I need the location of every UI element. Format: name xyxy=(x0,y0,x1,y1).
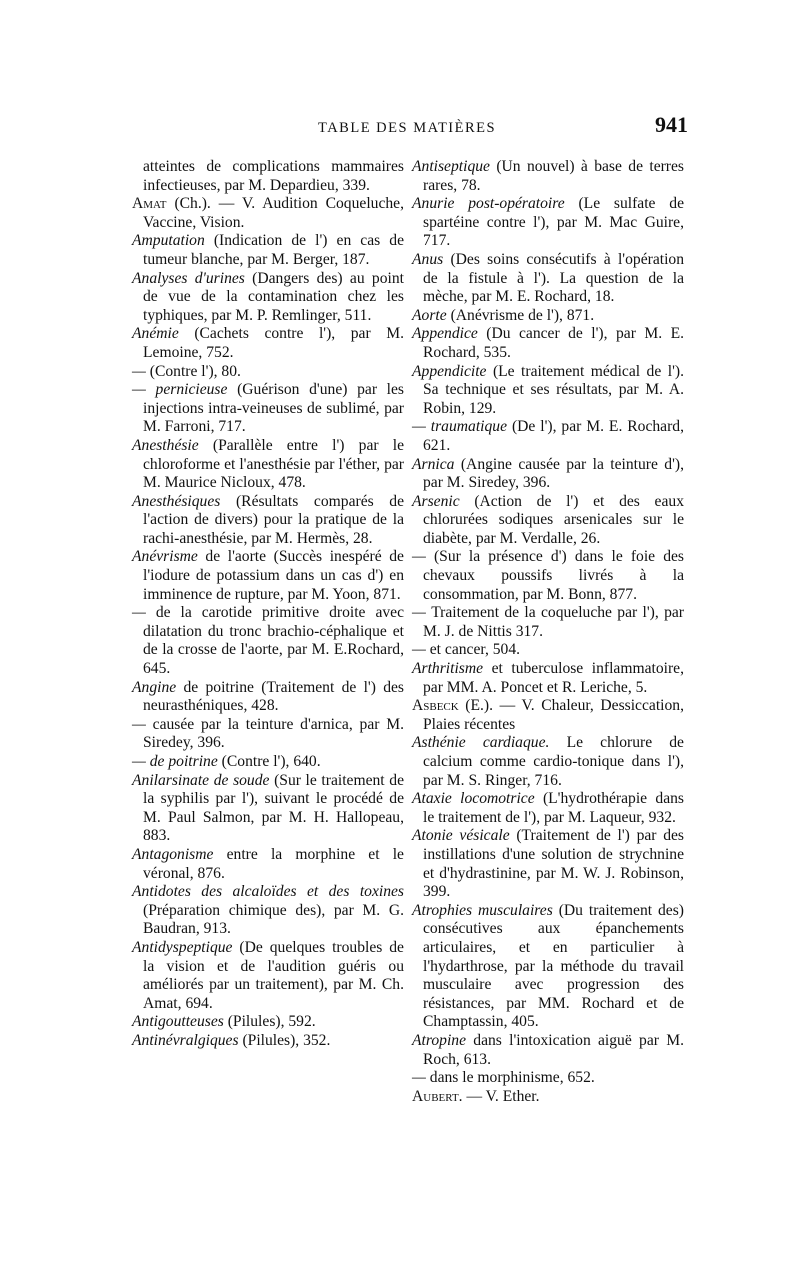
entry-heading: Anurie post-opératoire xyxy=(412,195,565,213)
index-entry xyxy=(412,902,684,1032)
index-entry xyxy=(412,251,684,307)
entry-heading: Atonie vésicale xyxy=(412,827,510,845)
entry-heading: Antigoutteuses xyxy=(132,1013,224,1031)
index-entry xyxy=(132,437,404,493)
index-entry xyxy=(412,548,684,604)
entry-heading: Arnica xyxy=(412,455,455,473)
entry-heading: Anesthésie xyxy=(132,436,199,454)
entry-heading: — xyxy=(132,362,150,380)
entry-text: Traitement de la coqueluche par l'), par M. J. de Nittis 317. xyxy=(423,604,684,640)
entry-heading: Asbeck xyxy=(412,697,459,715)
index-entry xyxy=(412,493,684,549)
entry-heading: Antagonisme xyxy=(132,845,214,863)
index-entry xyxy=(132,493,404,549)
index-entry xyxy=(132,325,404,362)
entry-text: (Préparation chimique des), par M. G. Baudran, 913. xyxy=(143,901,404,938)
index-entry xyxy=(132,716,404,753)
entry-heading: Anémie xyxy=(132,325,179,343)
index-entry xyxy=(132,846,404,883)
entry-text: et tuberculose inflammatoire, par MM. A. Poncet et R. Leriche, 5. xyxy=(423,660,684,696)
index-entry xyxy=(132,772,404,846)
entry-text: (Pilules), 352. xyxy=(242,1031,331,1049)
entry-text: (Traitement de l') par des instillations d'une solution de strychnine et d'hydrastinine, par M. W. J. Robinson, 399. xyxy=(423,827,684,901)
index-column-right xyxy=(412,158,684,1106)
entry-text: (L'hydrothérapie dans le traitement de l'), par M. Laqueur, 932. xyxy=(423,790,684,826)
entry-text: (Sur la présence d') dans le foie des chevaux poussifs livrés à la consommation, par M. Bonn, 877. xyxy=(423,548,684,603)
index-entry xyxy=(412,325,684,362)
entry-heading: Angine xyxy=(132,678,177,696)
entry-text: (Angine causée par la teinture d'), par M. Siredey, 396. xyxy=(423,455,684,492)
index-entry xyxy=(412,158,684,195)
entry-text: de l'aorte (Succès inespéré de l'iodure de potassium dans un cas d') en imminence de rupture, par M. Yoon, 871. xyxy=(143,548,404,603)
entry-text: (De quelques troubles de la vision et de l'audition guéris ou améliorés par un traitement), par M. Ch. Amat, 694. xyxy=(143,938,404,1012)
entry-heading: Anévrisme xyxy=(132,548,198,566)
entry-text: (Indication de l') en cas de tumeur blanche, par M. Berger, 187. xyxy=(143,232,404,268)
index-entry xyxy=(132,363,404,382)
index-column-left xyxy=(132,158,404,1051)
index-entry xyxy=(412,195,684,251)
entry-text: (Le sulfate de spartéine contre l'), par M. Mac Guire, 717. xyxy=(423,195,684,250)
entry-text: (Pilules), 592. xyxy=(227,1013,316,1031)
index-entry xyxy=(132,604,404,678)
entry-text: (Parallèle entre l') par le chloroforme et l'anesthésie par l'éther, par M. Maurice Nicloux, 478. xyxy=(143,436,404,492)
entry-heading: Aorte xyxy=(412,306,447,324)
entry-heading: — traumatique xyxy=(412,418,508,436)
entry-text: (E.). — V. Chaleur, Dessiccation, Plaies récentes xyxy=(423,697,684,733)
entry-text: (Du cancer de l'), par M. E. Rochard, 535. xyxy=(423,325,684,361)
index-entry xyxy=(412,660,684,697)
entry-text: (Le traitement médical de l'). Sa technique et ses résultats, par M. A. Robin, 129. xyxy=(423,362,684,417)
index-entry xyxy=(412,790,684,827)
index-entry xyxy=(132,232,404,269)
index-entry xyxy=(412,604,684,641)
entry-heading: Analyses d'urines xyxy=(132,269,245,287)
entry-text: (Ch.). — V. Audition Coqueluche, Vaccine, Vision. xyxy=(143,195,404,231)
entry-text: (Résultats comparés de l'action de divers) pour la pratique de la rachi-anesthésie, par M. Hermès, 28. xyxy=(143,492,404,547)
index-entry xyxy=(132,1013,404,1032)
entry-heading: Asthénie cardiaque. xyxy=(412,734,550,752)
entry-heading: Amputation xyxy=(132,232,205,250)
index-entry xyxy=(132,158,404,195)
entry-text: (Guérison d'une) par les injections intra-veineuses de sublimé, par M. Farroni, 717. xyxy=(143,381,404,436)
entry-text: Le chlorure de calcium comme cardio-tonique dans l'), par M. S. Ringer, 716. xyxy=(423,734,684,789)
page-number: 941 xyxy=(655,112,688,137)
entry-heading: Arthritisme xyxy=(412,660,484,678)
entry-heading: Appendice xyxy=(412,325,478,343)
index-entry xyxy=(132,270,404,326)
running-header xyxy=(128,112,688,142)
index-entry xyxy=(412,363,684,419)
entry-text: (Action de l') et des eaux chlorurées sodiques arsenicales sur le diabète, par M. Verdalle, 26. xyxy=(423,492,684,547)
entry-heading: — xyxy=(412,548,434,566)
entry-text: (De l'), par M. E. Rochard, 621. xyxy=(423,418,684,454)
index-entry xyxy=(132,195,404,232)
entry-heading: Ataxie locomotrice xyxy=(412,790,535,808)
entry-text: et cancer, 504. xyxy=(429,641,521,659)
entry-text: (Sur le traitement de la syphilis par l'), suivant le procédé de M. Paul Salmon, par M. H. Hallopeau, 883. xyxy=(143,771,404,845)
entry-heading: Antiseptique xyxy=(412,158,490,175)
header-title: TABLE DES MATIÈRES xyxy=(318,120,497,136)
index-entry xyxy=(132,548,404,604)
index-entry xyxy=(412,641,684,660)
entry-text: (Des soins consécutifs à l'opération de la fistule à l'). La question de la mèche, par M. E. Rochard, 18. xyxy=(423,250,685,306)
index-entry xyxy=(412,827,684,901)
entry-heading: — de poitrine xyxy=(132,753,218,770)
index-entry xyxy=(132,753,404,772)
index-entry xyxy=(132,679,404,716)
entry-text: (Un nouvel) à base de terres rares, 78. xyxy=(423,158,684,194)
entry-heading: Antinévralgiques xyxy=(132,1031,239,1049)
entry-heading: Anesthésiques xyxy=(132,492,221,510)
entry-text: entre la morphine et le véronal, 876. xyxy=(143,845,404,882)
entry-text: causée par la teinture d'arnica, par M. Siredey, 396. xyxy=(143,715,404,752)
entry-text: de la carotide primitive droite avec dilatation du tronc brachio-céphalique et de la crosse de l'aorte, par M. E.Rochard, 645. xyxy=(143,604,405,678)
entry-heading: Amat xyxy=(132,195,167,213)
entry-heading: Atropine xyxy=(412,1031,466,1049)
index-entry xyxy=(412,697,684,734)
entry-text: (Contre l'), 80. xyxy=(149,362,241,380)
entry-heading: Antidyspeptique xyxy=(132,938,233,956)
entry-heading: — xyxy=(412,604,432,622)
entry-text: (Du traitement des) consécutives aux épanchements articulaires, et en particulier à l'hydarthrose, par la méthode du travail musculaire avec progression des résistances, par MM. Rochard et de Champtassin, 405. xyxy=(423,901,684,1031)
index-entry xyxy=(412,1088,684,1107)
entry-text: dans le morphinisme, 652. xyxy=(429,1069,595,1087)
entry-heading: Aubert. xyxy=(412,1087,463,1105)
entry-text: — V. Ether. xyxy=(466,1087,540,1105)
entry-heading: — xyxy=(132,604,156,622)
index-entry xyxy=(132,381,404,437)
index-entry xyxy=(132,1032,404,1051)
entry-text: atteintes de complications mammaires infectieuses, par M. Depardieu, 339. xyxy=(143,158,404,194)
index-entry xyxy=(132,939,404,1013)
entry-text: (Cachets contre l'), par M. Lemoine, 752. xyxy=(143,325,404,361)
entry-heading: Atrophies musculaires xyxy=(412,901,553,919)
entry-heading: — pernicieuse xyxy=(132,381,228,399)
entry-text: de poitrine (Traitement de l') des neurasthéniques, 428. xyxy=(143,678,404,715)
entry-heading: Anilarsinate de soude xyxy=(132,771,270,789)
entry-heading: — xyxy=(132,715,153,733)
entry-heading: — xyxy=(412,1069,430,1087)
entry-text: (Contre l'), 640. xyxy=(221,753,321,770)
index-entry xyxy=(412,1032,684,1069)
entry-text: (Anévrisme de l'), 871. xyxy=(450,306,595,324)
index-entry xyxy=(412,734,684,790)
entry-text: (Dangers des) au point de vue de la contamination chez les typhiques, par M. P. Remlinger, 511. xyxy=(143,269,404,324)
entry-text: dans l'intoxication aiguë par M. Roch, 613. xyxy=(423,1031,684,1068)
entry-heading: Arsenic xyxy=(412,492,460,510)
entry-heading: Antidotes des alcaloïdes et des toxines xyxy=(132,883,404,901)
index-entry xyxy=(412,307,684,326)
index-entry xyxy=(132,883,404,939)
index-entry xyxy=(412,456,684,493)
entry-heading: Anus xyxy=(412,250,444,268)
index-entry xyxy=(412,418,684,455)
entry-heading: — xyxy=(412,641,430,659)
entry-heading: Appendicite xyxy=(412,362,487,380)
index-entry xyxy=(412,1069,684,1088)
